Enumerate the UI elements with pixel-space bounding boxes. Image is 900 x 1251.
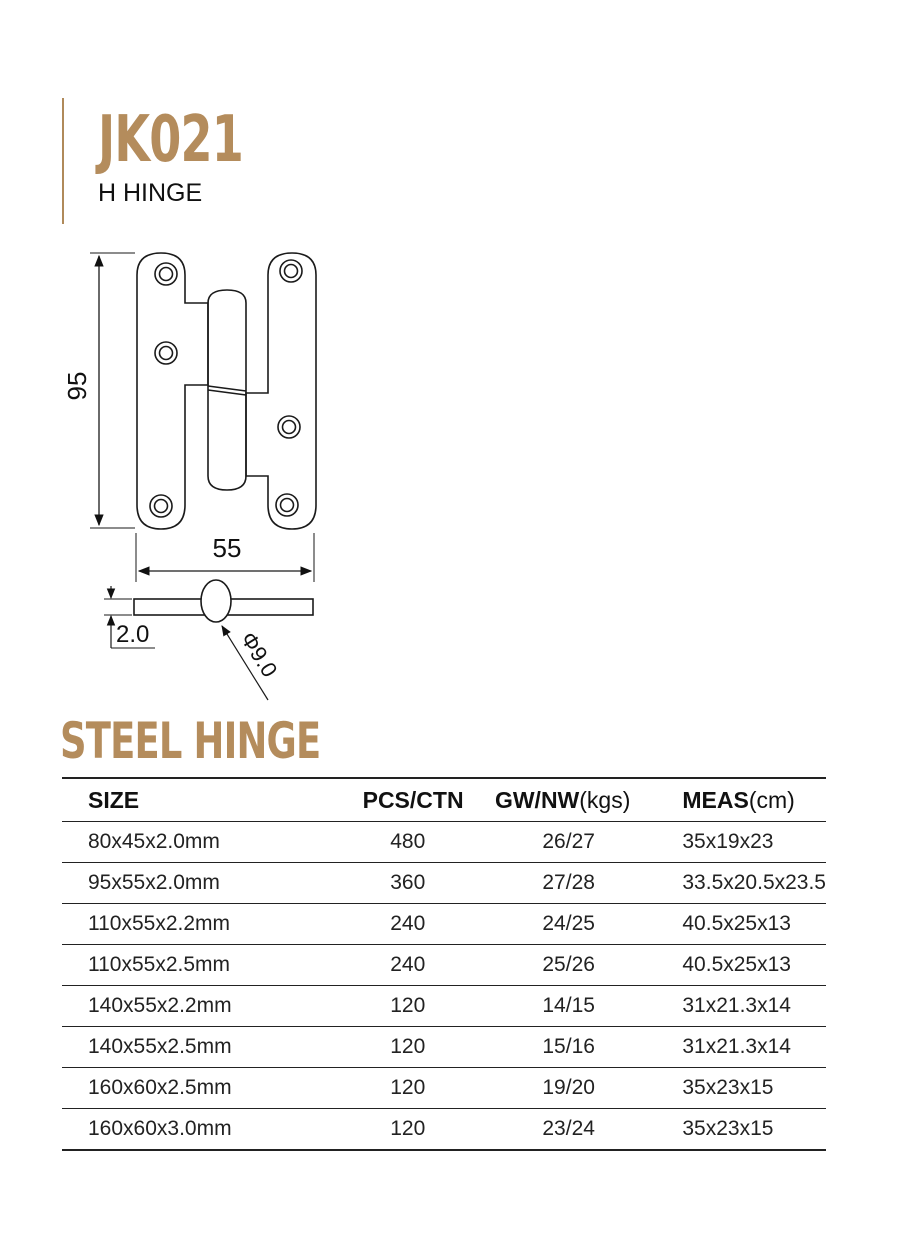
cell-size: 140x55x2.2mm xyxy=(62,986,341,1027)
cell-gw-nw: 25/26 xyxy=(495,945,682,986)
cell-meas: 33.5x20.5x23.5 xyxy=(682,863,826,904)
cell-meas: 40.5x25x13 xyxy=(682,945,826,986)
table-row xyxy=(62,1109,826,1151)
cell-pcs: 240 xyxy=(341,945,495,986)
height-dimension-label: 95 xyxy=(62,371,92,401)
pin-diameter-label: Φ9.0 xyxy=(235,627,283,682)
cell-meas: 35x23x15 xyxy=(682,1068,826,1109)
header-pcs-label: PCS/CTN xyxy=(362,786,464,813)
cell-gw-nw: 24/25 xyxy=(495,904,682,945)
cell-size: 80x45x2.0mm xyxy=(62,822,341,863)
cell-size: 110x55x2.2mm xyxy=(62,904,341,945)
header-meas-unit: (cm) xyxy=(748,786,795,813)
model-name: H HINGE xyxy=(98,179,203,207)
cell-gw-nw: 14/15 xyxy=(495,986,682,1027)
width-dimension-label: 55 xyxy=(212,533,242,563)
cell-meas: 35x19x23 xyxy=(682,822,826,863)
left-leaf xyxy=(137,253,208,529)
cell-meas: 31x21.3x14 xyxy=(682,1027,826,1068)
table-header-row xyxy=(62,778,826,822)
title-accent-bar xyxy=(62,98,64,224)
header-gw-unit: (kgs) xyxy=(579,786,631,813)
cell-size: 160x60x2.5mm xyxy=(62,1068,341,1109)
model-code: JK021 xyxy=(98,103,243,177)
cell-size: 110x55x2.5mm xyxy=(62,945,341,986)
thickness-dimension-label: 2.0 xyxy=(116,621,150,648)
right-leaf xyxy=(246,253,316,529)
cell-size: 95x55x2.0mm xyxy=(62,863,341,904)
cell-gw-nw: 15/16 xyxy=(495,1027,682,1068)
header-size-label: SIZE xyxy=(88,786,140,813)
cell-pcs: 360 xyxy=(341,863,495,904)
table-row xyxy=(62,945,826,986)
cell-meas: 40.5x25x13 xyxy=(682,904,826,945)
cell-pcs: 480 xyxy=(341,822,495,863)
cell-pcs: 120 xyxy=(341,1109,495,1151)
header-meas-label: MEAS xyxy=(682,786,749,813)
header-gw-nw xyxy=(495,778,682,822)
hinge-technical-drawing xyxy=(40,240,360,710)
spec-table xyxy=(62,777,826,1151)
cell-gw-nw: 19/20 xyxy=(495,1068,682,1109)
cell-meas: 35x23x15 xyxy=(682,1109,826,1151)
cell-pcs: 240 xyxy=(341,904,495,945)
cell-gw-nw: 23/24 xyxy=(495,1109,682,1151)
cell-pcs: 120 xyxy=(341,1068,495,1109)
table-row xyxy=(62,904,826,945)
table-row xyxy=(62,863,826,904)
cell-pcs: 120 xyxy=(341,1027,495,1068)
section-title: STEEL HINGE xyxy=(60,712,321,770)
table-row xyxy=(62,1027,826,1068)
header-gw-label: GW/NW xyxy=(494,786,580,813)
side-view-pin xyxy=(201,580,231,622)
cell-gw-nw: 27/28 xyxy=(495,863,682,904)
table-row xyxy=(62,1068,826,1109)
cell-pcs: 120 xyxy=(341,986,495,1027)
cell-meas: 31x21.3x14 xyxy=(682,986,826,1027)
cell-size: 160x60x3.0mm xyxy=(62,1109,341,1151)
header-pcs-ctn xyxy=(341,778,495,822)
header-size xyxy=(62,778,341,822)
cell-size: 140x55x2.5mm xyxy=(62,1027,341,1068)
header-meas xyxy=(682,778,826,822)
table-row xyxy=(62,986,826,1027)
table-row xyxy=(62,822,826,863)
cell-gw-nw: 26/27 xyxy=(495,822,682,863)
